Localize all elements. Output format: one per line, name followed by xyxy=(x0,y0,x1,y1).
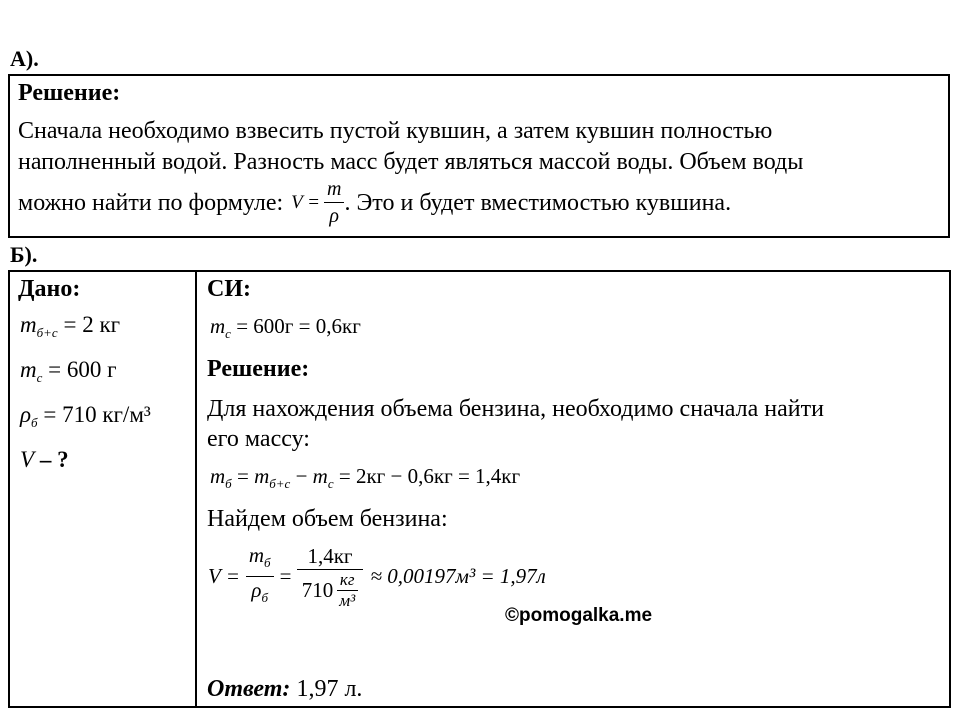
part-a-line-3-start: можно найти по формуле: xyxy=(18,189,284,216)
si-subscript: с xyxy=(225,326,231,341)
mass-formula-term-2: m xyxy=(254,464,270,488)
solution-heading: Решение: xyxy=(207,356,310,382)
formula-a-denominator: ρ xyxy=(329,205,340,227)
formula-a-numerator: m xyxy=(324,176,344,203)
si-heading: СИ: xyxy=(207,276,251,302)
part-a-line-2: наполненный водой. Разность масс будет являться массой воды. Объем воды xyxy=(18,149,804,175)
given-volume-symbol: V xyxy=(20,447,35,472)
given-volume-unknown xyxy=(20,447,69,473)
part-a-heading: Решение: xyxy=(18,80,121,106)
mass-formula-term-3: m xyxy=(312,464,328,488)
solution-text-1: Для нахождения объема бензина, необходимо сначала найти xyxy=(207,396,824,422)
part-a-line-3-end: . Это и будет вместимостью кувшина. xyxy=(344,189,732,216)
answer-label: Ответ: xyxy=(207,676,291,702)
given-density xyxy=(20,402,151,431)
given-total-mass-symbol: m xyxy=(20,312,37,337)
mass-formula xyxy=(210,464,520,492)
solution-text-3: Найдем объем бензина: xyxy=(207,506,448,532)
volume-fraction-density: $\rho_б$ xyxy=(251,578,269,605)
column-divider xyxy=(195,270,197,708)
si-value: = 600г = 0,6кг xyxy=(230,314,361,338)
formula-a-fraction xyxy=(324,176,344,229)
part-a-label: А). xyxy=(10,46,39,71)
answer xyxy=(207,676,362,703)
volume-formula-result: ≈ 0,00197м³ = 1,97л xyxy=(370,564,546,588)
mass-formula-term-1-sub: б xyxy=(225,476,232,491)
given-density-subscript: б xyxy=(31,415,38,430)
volume-formula-lhs: V = xyxy=(208,564,240,588)
part-a-line-3 xyxy=(18,176,731,229)
density-unit-denominator: м³ xyxy=(339,590,356,610)
si-symbol: m xyxy=(210,314,226,338)
volume-formula xyxy=(208,542,546,611)
formula-a-lhs: V = xyxy=(291,191,320,213)
mass-formula-term-3-sub: с xyxy=(327,476,334,491)
given-volume-value: – ? xyxy=(39,447,69,472)
given-total-mass xyxy=(20,312,120,341)
volume-fraction-mass: $m_б$ xyxy=(246,542,274,577)
watermark: ©pomogalka.me xyxy=(505,605,653,626)
volume-fraction-numeric-numerator: 1,4кг xyxy=(297,543,362,570)
volume-fraction-mass-density xyxy=(246,542,274,611)
volume-fraction-numeric-denominator xyxy=(299,570,361,611)
given-density-symbol: ρ xyxy=(20,402,32,427)
part-a-line-1: Сначала необходимо взвесить пустой кувшин, а затем кувшин полностью xyxy=(18,118,773,144)
mass-formula-result: = 2кг − 0,6кг = 1,4кг xyxy=(333,464,521,488)
part-b-label: Б). xyxy=(10,242,38,267)
mass-formula-term-2-sub: б+с xyxy=(269,476,291,491)
volume-fraction-numeric xyxy=(297,543,362,611)
answer-value: 1,97 л. xyxy=(290,676,363,702)
mass-formula-minus: − xyxy=(290,464,313,488)
density-unit-fraction xyxy=(336,570,358,611)
given-density-value: = 710 кг/м³ xyxy=(43,402,151,427)
given-total-mass-subscript: б+с xyxy=(36,325,58,340)
given-total-mass-value: = 2 кг xyxy=(63,312,121,337)
density-value: 710 xyxy=(301,578,334,602)
given-can-mass xyxy=(20,357,117,386)
given-can-mass-symbol: m xyxy=(20,357,37,382)
given-can-mass-subscript: с xyxy=(36,370,43,385)
si-formula xyxy=(210,314,361,342)
mass-formula-eq: = xyxy=(231,464,255,488)
solution-text-2: его массу: xyxy=(207,426,310,452)
given-can-mass-value: = 600 г xyxy=(48,357,117,382)
given-heading: Дано: xyxy=(18,276,81,302)
mass-formula-term-1: m xyxy=(210,464,226,488)
density-unit-numerator: кг xyxy=(337,570,358,591)
volume-formula-eq: = xyxy=(279,564,292,588)
